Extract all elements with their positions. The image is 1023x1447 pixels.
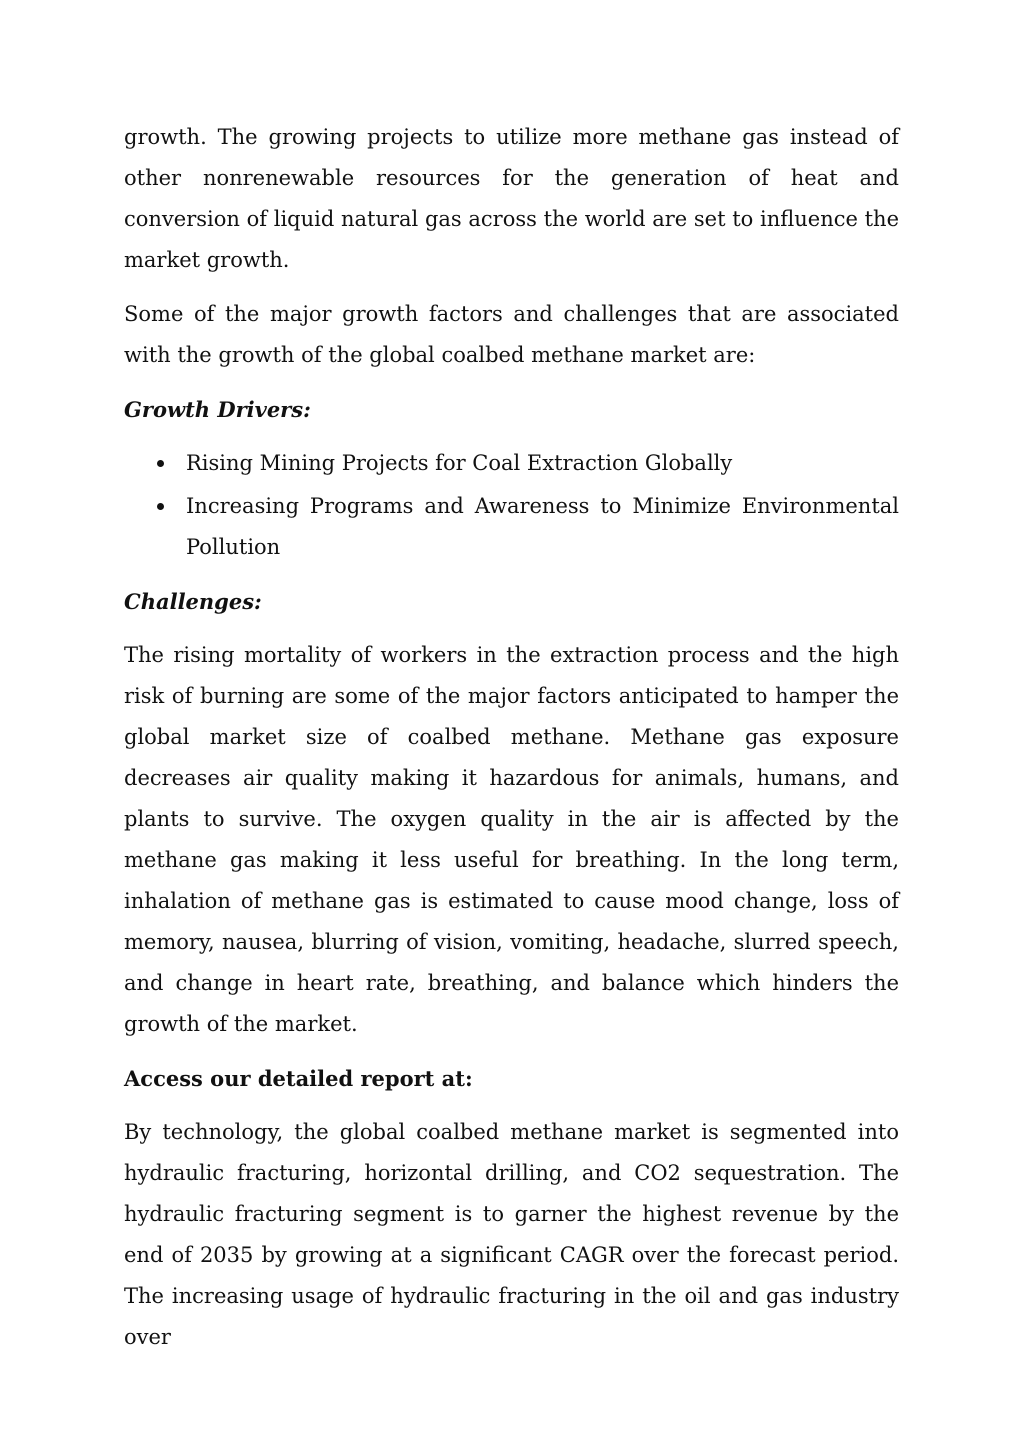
challenges-heading: Challenges: (124, 589, 262, 614)
list-item-text: Rising Mining Projects for Coal Extraction Globally (186, 451, 733, 475)
access-report-heading: Access our detailed report at: (124, 1066, 473, 1091)
list-item (186, 486, 899, 568)
factors-intro-paragraph: Some of the major growth factors and challenges that are associated with the growth of the global coalbed methane market are: (124, 302, 899, 367)
document-page (124, 117, 899, 1371)
bullet-icon (157, 460, 164, 467)
bullet-icon (157, 503, 164, 510)
intro-paragraph: growth. The growing projects to utilize more methane gas instead of other nonrenewable resources for the generation of heat and conversion of liquid natural gas across the world are set to influence the market growth. (124, 125, 899, 272)
challenges-paragraph: The rising mortality of workers in the extraction process and the high risk of burning are some of the major factors anticipated to hamper the global market size of coalbed methane. Methane gas exposure decreases air quality making it hazardous for animals, humans, and plants to survive. The oxygen quality in the air is affected by the methane gas making it less useful for breathing. In the long term, inhalation of methane gas is estimated to cause mood change, loss of memory, nausea, blurring of vision, vomiting, headache, slurred speech, and change in heart rate, breathing, and balance which hinders the growth of the market. (124, 643, 899, 1036)
technology-paragraph: By technology, the global coalbed methane market is segmented into hydraulic fracturing, horizontal drilling, and CO2 sequestration. The hydraulic fracturing segment is to garner the highest revenue by the end of 2035 by growing at a significant CAGR over the forecast period. The increasing usage of hydraulic fracturing in the oil and gas industry over (124, 1120, 899, 1349)
growth-drivers-list (124, 443, 899, 568)
list-item-text: Increasing Programs and Awareness to Minimize Environmental Pollution (186, 494, 899, 559)
list-item (186, 443, 899, 484)
growth-drivers-heading: Growth Drivers: (124, 397, 311, 422)
